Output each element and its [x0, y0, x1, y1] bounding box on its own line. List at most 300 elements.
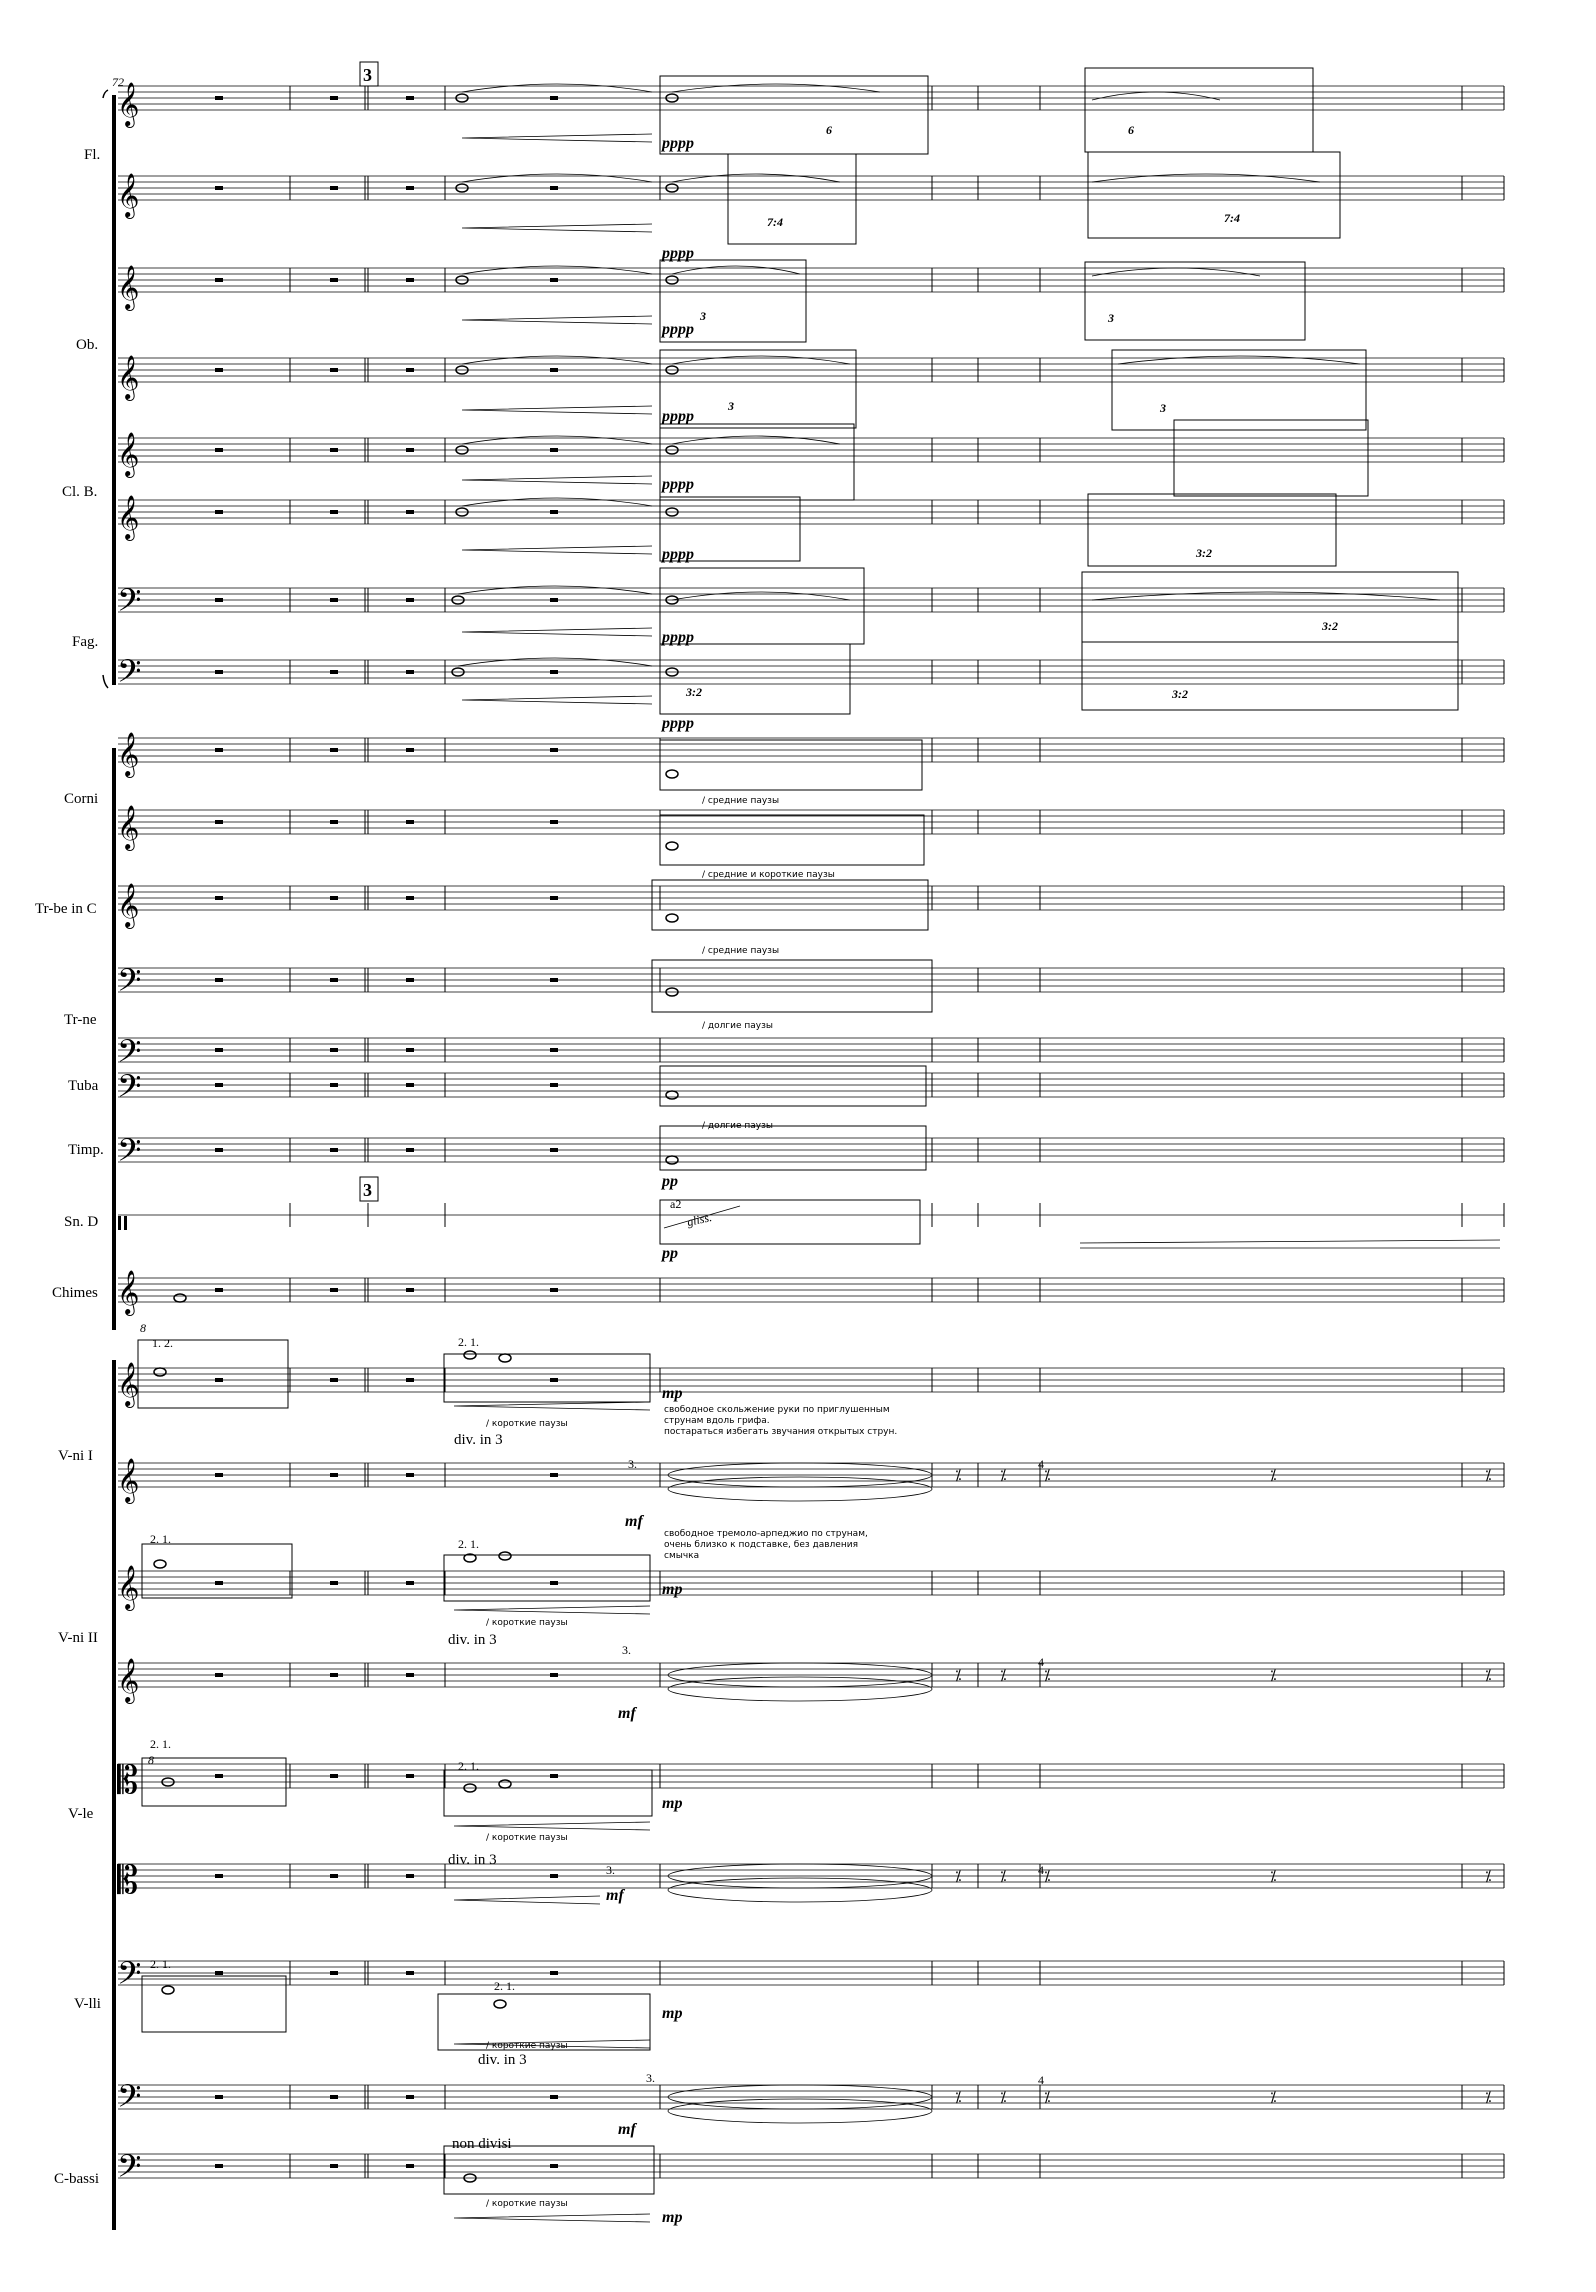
slur: [1092, 592, 1440, 600]
note-head: [666, 1091, 678, 1099]
snare-gliss-lines: [664, 1206, 1500, 1248]
repeat-sign: ⁒: [955, 1468, 962, 1484]
whole-rest: [330, 748, 338, 752]
whole-rest: [406, 2095, 414, 2099]
whole-rest: [406, 1774, 414, 1778]
whole-rest: [406, 368, 414, 372]
treble-clef-icon: 𝄞: [117, 173, 140, 217]
label-cellos: V-lli: [74, 1996, 101, 2012]
whole-rest: [550, 278, 558, 282]
snare-gliss: gliss.: [685, 1210, 714, 1229]
string-annotations: [140, 1321, 1044, 2152]
whole-rest: [406, 598, 414, 602]
whole-rest: [215, 598, 223, 602]
tuplet-number: 7:4: [767, 215, 783, 229]
whole-rest: [330, 278, 338, 282]
label-snare-drum: Sn. D: [64, 1214, 99, 1230]
bass-clef-icon: 𝄢: [117, 2078, 142, 2122]
passage-box: [142, 1976, 286, 2032]
bass-clef-icon: 𝄢: [117, 1068, 142, 1112]
dynamic-marking: pppp: [662, 408, 694, 425]
whole-rest: [550, 748, 558, 752]
dynamic-marking: pp: [662, 1245, 678, 1262]
passage-box: [1082, 572, 1458, 642]
whole-rest: [215, 1378, 223, 1382]
repeat-sign: ⁒: [955, 1668, 962, 1684]
percussion-clef-icon: [118, 1216, 121, 1230]
whole-rest: [330, 2095, 338, 2099]
passage-box: [660, 740, 922, 790]
octave-mark: 8: [148, 1753, 154, 1767]
repeat-sign: ⁒: [1000, 1668, 1007, 1684]
whole-rest: [215, 1673, 223, 1677]
note-head: [666, 914, 678, 922]
octave-mark: 8: [140, 1321, 146, 1335]
div-number: 3.: [646, 2071, 655, 2085]
note-head: [499, 1552, 511, 1560]
whole-rest: [215, 978, 223, 982]
hairpin: [454, 1896, 600, 1904]
pause-instruction: / долгие паузы: [702, 1021, 773, 1031]
rehearsal-mark-top: 3: [363, 65, 372, 85]
whole-rest: [550, 598, 558, 602]
label-violins-1: V-ni I: [58, 1448, 93, 1464]
whole-rest: [406, 1378, 414, 1382]
whole-rest: [215, 1774, 223, 1778]
tuplet-number: 3:2: [686, 685, 702, 699]
label-violas: V-le: [68, 1806, 94, 1822]
note-head: [174, 1294, 186, 1302]
hairpin: [454, 1402, 650, 1410]
whole-rest: [215, 1048, 223, 1052]
dynamic-marking: mp: [662, 2209, 683, 2226]
whole-rest: [550, 2095, 558, 2099]
repeat-sign: ⁒: [1485, 1668, 1492, 1684]
note-head: [464, 1351, 476, 1359]
treble-clef-icon: 𝄞: [117, 1458, 140, 1502]
whole-rest: [330, 1288, 338, 1292]
passage-box: [444, 1770, 652, 1816]
hairpin: [462, 224, 652, 232]
bass-clef-icon: 𝄢: [117, 653, 142, 697]
whole-rest: [215, 820, 223, 824]
repeat-sign: ⁒: [1044, 1468, 1051, 1484]
tuplet-number: 3: [1160, 401, 1166, 415]
note-head: [499, 1780, 511, 1788]
instruction-line: струнам вдоль грифа.: [664, 1416, 770, 1426]
whole-rest: [550, 96, 558, 100]
repeat-count: 4: [1038, 1457, 1044, 1471]
hairpin: [462, 134, 652, 142]
slur: [672, 174, 840, 182]
pause-instruction: / короткие паузы: [486, 1419, 568, 1429]
dynamic-marking: pppp: [662, 321, 694, 338]
slur: [672, 592, 850, 600]
bass-clef-icon: 𝄢: [117, 582, 142, 626]
slur: [458, 658, 652, 666]
whole-rest: [406, 820, 414, 824]
note-head: [494, 2000, 506, 2008]
whole-rest: [406, 1148, 414, 1152]
whole-rest: [330, 186, 338, 190]
dynamic-marking: mf: [625, 1513, 643, 1530]
repeat-sign: ⁒: [1485, 1869, 1492, 1885]
whole-rest: [330, 448, 338, 452]
bass-clef-icon: 𝄢: [117, 1033, 142, 1077]
whole-rest: [330, 1048, 338, 1052]
whole-rest: [215, 96, 223, 100]
slur: [1092, 268, 1260, 276]
whole-rest: [406, 1048, 414, 1052]
repeat-sign: ⁒: [1000, 2090, 1007, 2106]
hairpins: [454, 84, 1440, 2222]
clefs: [117, 82, 141, 2192]
dynamic-marking: pppp: [662, 135, 694, 152]
tuplet-markings: [685, 123, 1338, 701]
passage-box: [1174, 420, 1368, 496]
repeat-sign: ⁒: [1000, 1468, 1007, 1484]
whole-rest: [406, 510, 414, 514]
whole-rest: [406, 448, 414, 452]
whole-rest: [330, 1083, 338, 1087]
whole-rest: [406, 186, 414, 190]
hairpin: [454, 2214, 650, 2222]
pause-instruction: / короткие паузы: [486, 2041, 568, 2051]
repeat-sign: ⁒: [955, 1869, 962, 1885]
whole-rest: [406, 748, 414, 752]
div-number: 3.: [628, 1457, 637, 1471]
slur: [462, 174, 652, 182]
whole-rest: [550, 670, 558, 674]
instruction-line: свободное скольжение руки по приглушенным: [664, 1405, 890, 1415]
slur: [462, 356, 652, 364]
whole-rest: [406, 978, 414, 982]
slur: [672, 266, 800, 274]
pause-instruction: / долгие паузы: [702, 1121, 773, 1131]
whole-rest: [330, 2164, 338, 2168]
non-divisi: non divisi: [452, 2136, 512, 2152]
label-trumpets: Tr-be in C: [35, 901, 97, 917]
whole-rest: [406, 1288, 414, 1292]
slur: [1092, 174, 1320, 182]
divisi-order: 2. 1.: [458, 1335, 479, 1349]
percussion-clef-icon: [124, 1216, 127, 1230]
label-trombones: Tr-ne: [64, 1012, 97, 1028]
whole-rest: [406, 96, 414, 100]
whole-rest: [215, 510, 223, 514]
dynamic-marking: pppp: [662, 715, 694, 732]
whole-rest: [215, 670, 223, 674]
whole-rest: [215, 2164, 223, 2168]
treble-clef-icon: 𝄞: [117, 265, 140, 309]
whole-rest: [215, 1971, 223, 1975]
note-head: [666, 1156, 678, 1164]
whole-rest: [215, 1473, 223, 1477]
dynamic-marking: mf: [618, 1705, 636, 1722]
treble-clef-icon: 𝄞: [117, 1658, 140, 1702]
passage-box: [444, 1555, 650, 1601]
whole-rest: [550, 186, 558, 190]
label-bassoon: Fag.: [72, 634, 99, 650]
whole-rest: [330, 978, 338, 982]
dynamic-marking: pppp: [662, 245, 694, 262]
whole-rest: [550, 978, 558, 982]
divisi-order: 2. 1.: [458, 1537, 479, 1551]
whole-rest: [550, 820, 558, 824]
passage-box: [444, 2146, 654, 2194]
hairpin: [462, 316, 652, 324]
slur: [458, 586, 652, 594]
dynamic-marking: pppp: [662, 546, 694, 563]
treble-clef-icon: 𝄞: [117, 495, 140, 539]
treble-clef-icon: 𝄞: [117, 1565, 140, 1609]
whole-rest: [406, 2164, 414, 2168]
whole-rest: [215, 1874, 223, 1878]
whole-rest: [330, 96, 338, 100]
slur: [672, 356, 850, 364]
treble-clef-icon: 𝄞: [117, 732, 140, 776]
repeat-count: 4: [1038, 1863, 1044, 1877]
divisi-order: 2. 1.: [150, 1532, 171, 1546]
pause-instruction: / средние и короткие паузы: [702, 870, 835, 880]
whole-rest: [550, 1048, 558, 1052]
repeat-sign: ⁒: [1044, 1668, 1051, 1684]
whole-rest: [550, 448, 558, 452]
tuplet-number: 3: [700, 309, 706, 323]
bass-clef-icon: 𝄢: [117, 2148, 142, 2192]
div-in-3: div. in 3: [448, 1852, 497, 1868]
hairpin: [454, 1606, 650, 1614]
div-number: 3.: [606, 1863, 615, 1877]
whole-rest: [550, 1774, 558, 1778]
passage-box: [1088, 494, 1336, 566]
whole-rest: [215, 896, 223, 900]
instruction-line: смычка: [664, 1551, 700, 1561]
whole-rest: [330, 1971, 338, 1975]
repeat-sign: ⁒: [955, 2090, 962, 2106]
repeat-count: 4: [1038, 2073, 1044, 2087]
slur: [462, 84, 652, 92]
passage-box: [1112, 350, 1366, 430]
slur: [1092, 92, 1220, 100]
whole-rest: [550, 1971, 558, 1975]
note-head: [666, 770, 678, 778]
whole-rest: [406, 1971, 414, 1975]
label-violins-2: V-ni II: [58, 1630, 98, 1646]
whole-rest: [215, 1083, 223, 1087]
whole-rest: [330, 1774, 338, 1778]
whole-rest: [550, 1673, 558, 1677]
tuplet-number: 6: [826, 123, 832, 137]
hairpin: [462, 546, 652, 554]
repeat-sign: ⁒: [1485, 2090, 1492, 2106]
divisi-order: 2. 1.: [150, 1957, 171, 1971]
instrument-labels: [35, 147, 104, 2187]
pause-instruction: / средние паузы: [702, 796, 780, 806]
hairpin: [462, 406, 652, 414]
whole-rest: [215, 748, 223, 752]
alto-clef-icon: 𝄡: [117, 1758, 139, 1802]
whole-rest: [215, 2095, 223, 2099]
instruction-line: свободное тремоло-арпеджио по струнам,: [664, 1529, 868, 1539]
whole-rest: [215, 1288, 223, 1292]
passage-box: [728, 154, 856, 244]
slur: [462, 436, 652, 444]
slur: [672, 436, 840, 444]
divisi-order: 2. 1.: [494, 1979, 515, 1993]
passage-box: [660, 1126, 926, 1170]
passage-box: [652, 880, 928, 930]
whole-rest: [330, 598, 338, 602]
whole-rest: [406, 670, 414, 674]
treble-clef-icon: 𝄞: [117, 1270, 140, 1314]
dynamic-marking: pppp: [662, 629, 694, 646]
whole-rest: [550, 1288, 558, 1292]
bass-clef-icon: 𝄢: [117, 1955, 142, 1999]
whole-rest: [215, 1581, 223, 1585]
measure-number: 72: [112, 75, 124, 89]
whole-rest: [330, 510, 338, 514]
alto-clef-icon: 𝄡: [117, 1858, 139, 1902]
repeat-sign: ⁒: [1270, 1869, 1277, 1885]
whole-rest: [406, 1581, 414, 1585]
label-double-basses: C-bassi: [54, 2171, 99, 2187]
bass-clef-icon: 𝄢: [117, 1132, 142, 1176]
passage-box: [660, 644, 850, 714]
whole-rest: [330, 670, 338, 674]
label-horns: Corni: [64, 791, 99, 807]
passage-box: [1082, 642, 1458, 710]
whole-rest: [330, 896, 338, 900]
slur: [1118, 356, 1360, 364]
label-tuba: Tuba: [68, 1078, 99, 1094]
whole-rest: [330, 1473, 338, 1477]
whole-rest: [406, 1874, 414, 1878]
treble-clef-icon: 𝄞: [117, 1362, 140, 1406]
note-head: [666, 842, 678, 850]
treble-clef-icon: 𝄞: [117, 82, 140, 126]
divisi-order: 2. 1.: [458, 1759, 479, 1773]
div-in-3: div. in 3: [448, 1632, 497, 1648]
tuplet-number: 3:2: [1172, 687, 1188, 701]
system-brackets: [103, 90, 114, 2230]
tuplet-number: 7:4: [1224, 211, 1240, 225]
dynamic-marking: mf: [618, 2121, 636, 2138]
treble-clef-icon: 𝄞: [117, 432, 140, 476]
whole-rest: [550, 1581, 558, 1585]
dynamic-marking: mf: [606, 1887, 624, 1904]
whole-rest: [550, 1378, 558, 1382]
dynamic-marking: mp: [662, 1795, 683, 1812]
whole-rest: [215, 1148, 223, 1152]
repeat-count: 4: [1038, 1655, 1044, 1669]
label-timpani: Timp.: [68, 1142, 104, 1158]
whole-rest: [406, 1083, 414, 1087]
dynamic-marking: pppp: [662, 476, 694, 493]
note-head: [154, 1560, 166, 1568]
whole-rest: [330, 1874, 338, 1878]
whole-rest: [550, 1148, 558, 1152]
whole-rest: [330, 1581, 338, 1585]
instruction-line: очень близко к подставке, без давления: [664, 1540, 858, 1550]
whole-rest: [550, 896, 558, 900]
rehearsal-mark-mid: 3: [363, 1180, 372, 1200]
instruction-line: постараться избегать звучания открытых струн.: [664, 1427, 898, 1437]
tuplet-number: 6: [1128, 123, 1134, 137]
whole-rest: [330, 1673, 338, 1677]
tuplet-number: 3:2: [1322, 619, 1338, 633]
dynamic-marking: pp: [662, 1173, 678, 1190]
note-head: [499, 1354, 511, 1362]
slur: [672, 84, 880, 92]
pause-instruction: / средние паузы: [702, 946, 780, 956]
tuplet-number: 3: [728, 399, 734, 413]
repeat-sign: ⁒: [1270, 1668, 1277, 1684]
dynamic-marking: mp: [662, 1581, 683, 1598]
whole-rest: [330, 368, 338, 372]
whole-rest: [330, 1378, 338, 1382]
repeat-sign: ⁒: [1044, 1869, 1051, 1885]
dynamics: [606, 135, 694, 2226]
treble-clef-icon: 𝄞: [117, 805, 140, 849]
whole-rest: [550, 368, 558, 372]
whole-rest: [330, 820, 338, 824]
repeat-sign: ⁒: [1485, 1468, 1492, 1484]
passage-box: [660, 76, 928, 154]
chimes-endings: 1. 2.: [152, 1336, 173, 1350]
whole-rest: [550, 1473, 558, 1477]
whole-rest: [215, 368, 223, 372]
pause-instruction: / короткие паузы: [486, 1833, 568, 1843]
div-in-3: div. in 3: [478, 2052, 527, 2068]
treble-clef-icon: 𝄞: [117, 883, 140, 927]
tuplet-number: 3: [1108, 311, 1114, 325]
passage-box: [660, 1066, 926, 1106]
whole-rest: [406, 1673, 414, 1677]
pause-instruction: / короткие паузы: [486, 2199, 568, 2209]
dynamic-marking: mp: [662, 1385, 683, 1402]
label-oboe: Ob.: [76, 337, 99, 353]
whole-rest: [550, 1083, 558, 1087]
repeat-sign: ⁒: [1000, 1869, 1007, 1885]
whole-rest: [215, 278, 223, 282]
whole-rests: [215, 96, 558, 2168]
whole-rest: [215, 448, 223, 452]
bass-clef-icon: 𝄢: [117, 962, 142, 1006]
treble-clef-icon: 𝄞: [117, 355, 140, 399]
repeat-sign: ⁒: [1270, 2090, 1277, 2106]
pause-instructions: [486, 796, 835, 2209]
whole-rest: [330, 1148, 338, 1152]
note-head: [162, 1986, 174, 1994]
whole-rest: [550, 1874, 558, 1878]
whole-rest: [550, 510, 558, 514]
slur: [462, 498, 652, 506]
label-bass-clarinet: Cl. B.: [62, 484, 98, 500]
passage-box: [660, 815, 924, 865]
tuplet-number: 3:2: [1196, 546, 1212, 560]
hairpin: [454, 1822, 650, 1830]
repeat-sign: ⁒: [1270, 1468, 1277, 1484]
passage-box: [444, 1354, 650, 1402]
whole-rest: [550, 2164, 558, 2168]
div-in-3: div. in 3: [454, 1432, 503, 1448]
repeat-sign: ⁒: [1044, 2090, 1051, 2106]
hairpin: [462, 476, 652, 484]
slur: [462, 266, 652, 274]
whole-rest: [215, 186, 223, 190]
snare-a2: a2: [670, 1197, 682, 1211]
